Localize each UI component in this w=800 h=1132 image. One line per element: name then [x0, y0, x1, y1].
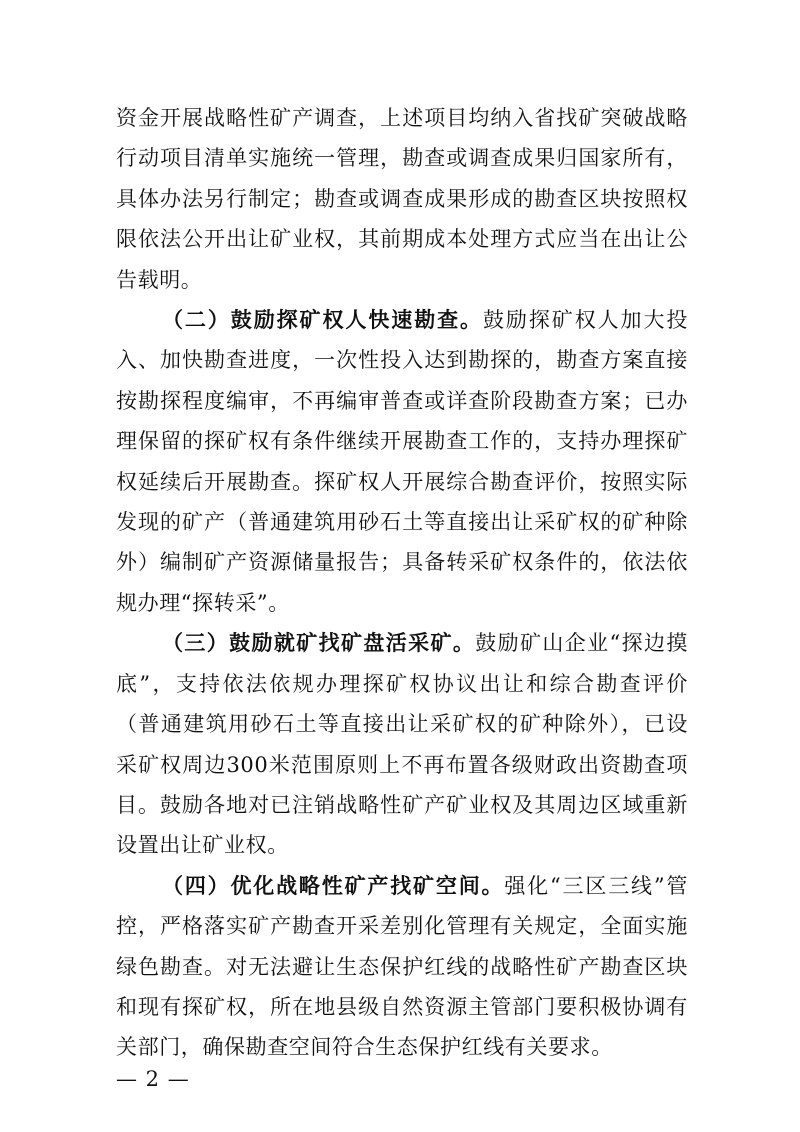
- paragraph-text: 鼓励探矿权人加大投入、加快勘查进度，一次性投入达到勘探的，勘查方案直接按勘探程度编审，不再编审普查或详查阶段勘查方案；已办理保留的探矿权有条件继续开展勘查工作的，支持办理探矿权延续后开展勘查。探矿权人开展综合勘查评价，按照实际发现的矿产（普通建筑用砂石土等直接出让采矿权的矿种除外）编制矿产资源储量报告；具备转采矿权条件的，依法依规办理“探转采”。: [116, 308, 688, 615]
- paragraph-text: 鼓励矿山企业“探边摸底”，支持依法依规办理探矿权协议出让和综合勘查评价（普通建筑用砂石土等直接出让采矿权的矿种除外），已设采矿权周边300米范围原则上不再布置各级财政出资勘查项目。鼓励各地对已注销战略性矿产矿业权及其周边区域重新设置出让矿业权。: [116, 631, 688, 858]
- section-heading: （二）鼓励探矿权人快速勘查。: [162, 307, 483, 333]
- paragraph-section-4: [116, 866, 688, 1068]
- paragraph-continuation: [116, 98, 688, 300]
- paragraph-section-3: [116, 623, 688, 865]
- section-heading: （四）优化战略性矿产找矿空间。: [162, 872, 505, 898]
- paragraph-section-2: [116, 300, 688, 623]
- page-number: — 2 —: [116, 1067, 190, 1091]
- section-heading: （三）鼓励就矿找矿盘活采矿。: [162, 630, 476, 656]
- document-body: [116, 98, 688, 1068]
- paragraph-text: 资金开展战略性矿产调查，上述项目均纳入省找矿突破战略行动项目清单实施统一管理，勘查或调查成果归国家所有，具体办法另行制定；勘查或调查成果形成的勘查区块按照权限依法公开出让矿业权，其前期成本处理方式应当在出让公告载明。: [116, 106, 688, 292]
- paragraph-text: 强化“三区三线”管控，严格落实矿产勘查开采差别化管理有关规定，全面实施绿色勘查。对无法避让生态保护红线的战略性矿产勘查区块和现有探矿权，所在地县级自然资源主管部门要积极协调有关部门，确保勘查空间符合生态保护红线有关要求。: [116, 873, 688, 1060]
